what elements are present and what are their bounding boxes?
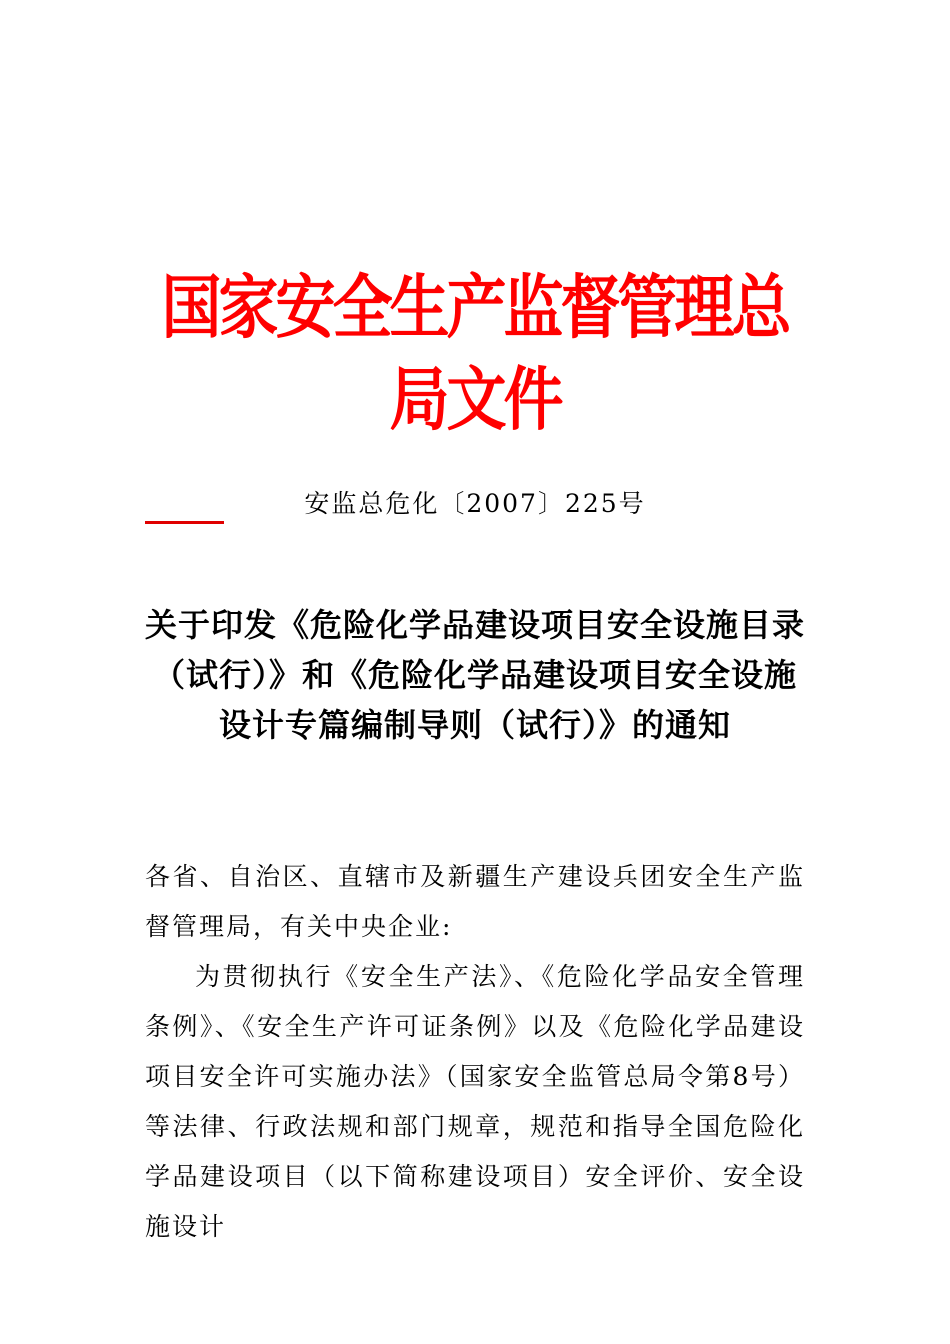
document-body [145,852,805,1252]
document-number: 安监总危化〔2007〕225号 [304,489,646,518]
red-divider-line [145,521,224,524]
body-paragraph: 为贯彻执行《安全生产法》、《危险化学品安全管理条例》、《安全生产许可证条例》以及《危险化学品建设项目安全许可实施办法》（国家安全监管总局令第8号）等法律、行政法规和部门规章，规范和指导全国危险化学品建设项目（以下简称建设项目）安全评价、安全设施设计 [145,962,805,1241]
addressee-line: 各省、自治区、直辖市及新疆生产建设兵团安全生产监督管理局，有关中央企业: [145,862,805,941]
notice-title: 关于印发《危险化学品建设项目安全设施目录（试行）》和《危险化学品建设项目安全设施设计专篇编制导则（试行）》的通知 [145,606,806,744]
issuing-authority-header: 国家安全生产监督管理总局文件 [161,267,789,441]
